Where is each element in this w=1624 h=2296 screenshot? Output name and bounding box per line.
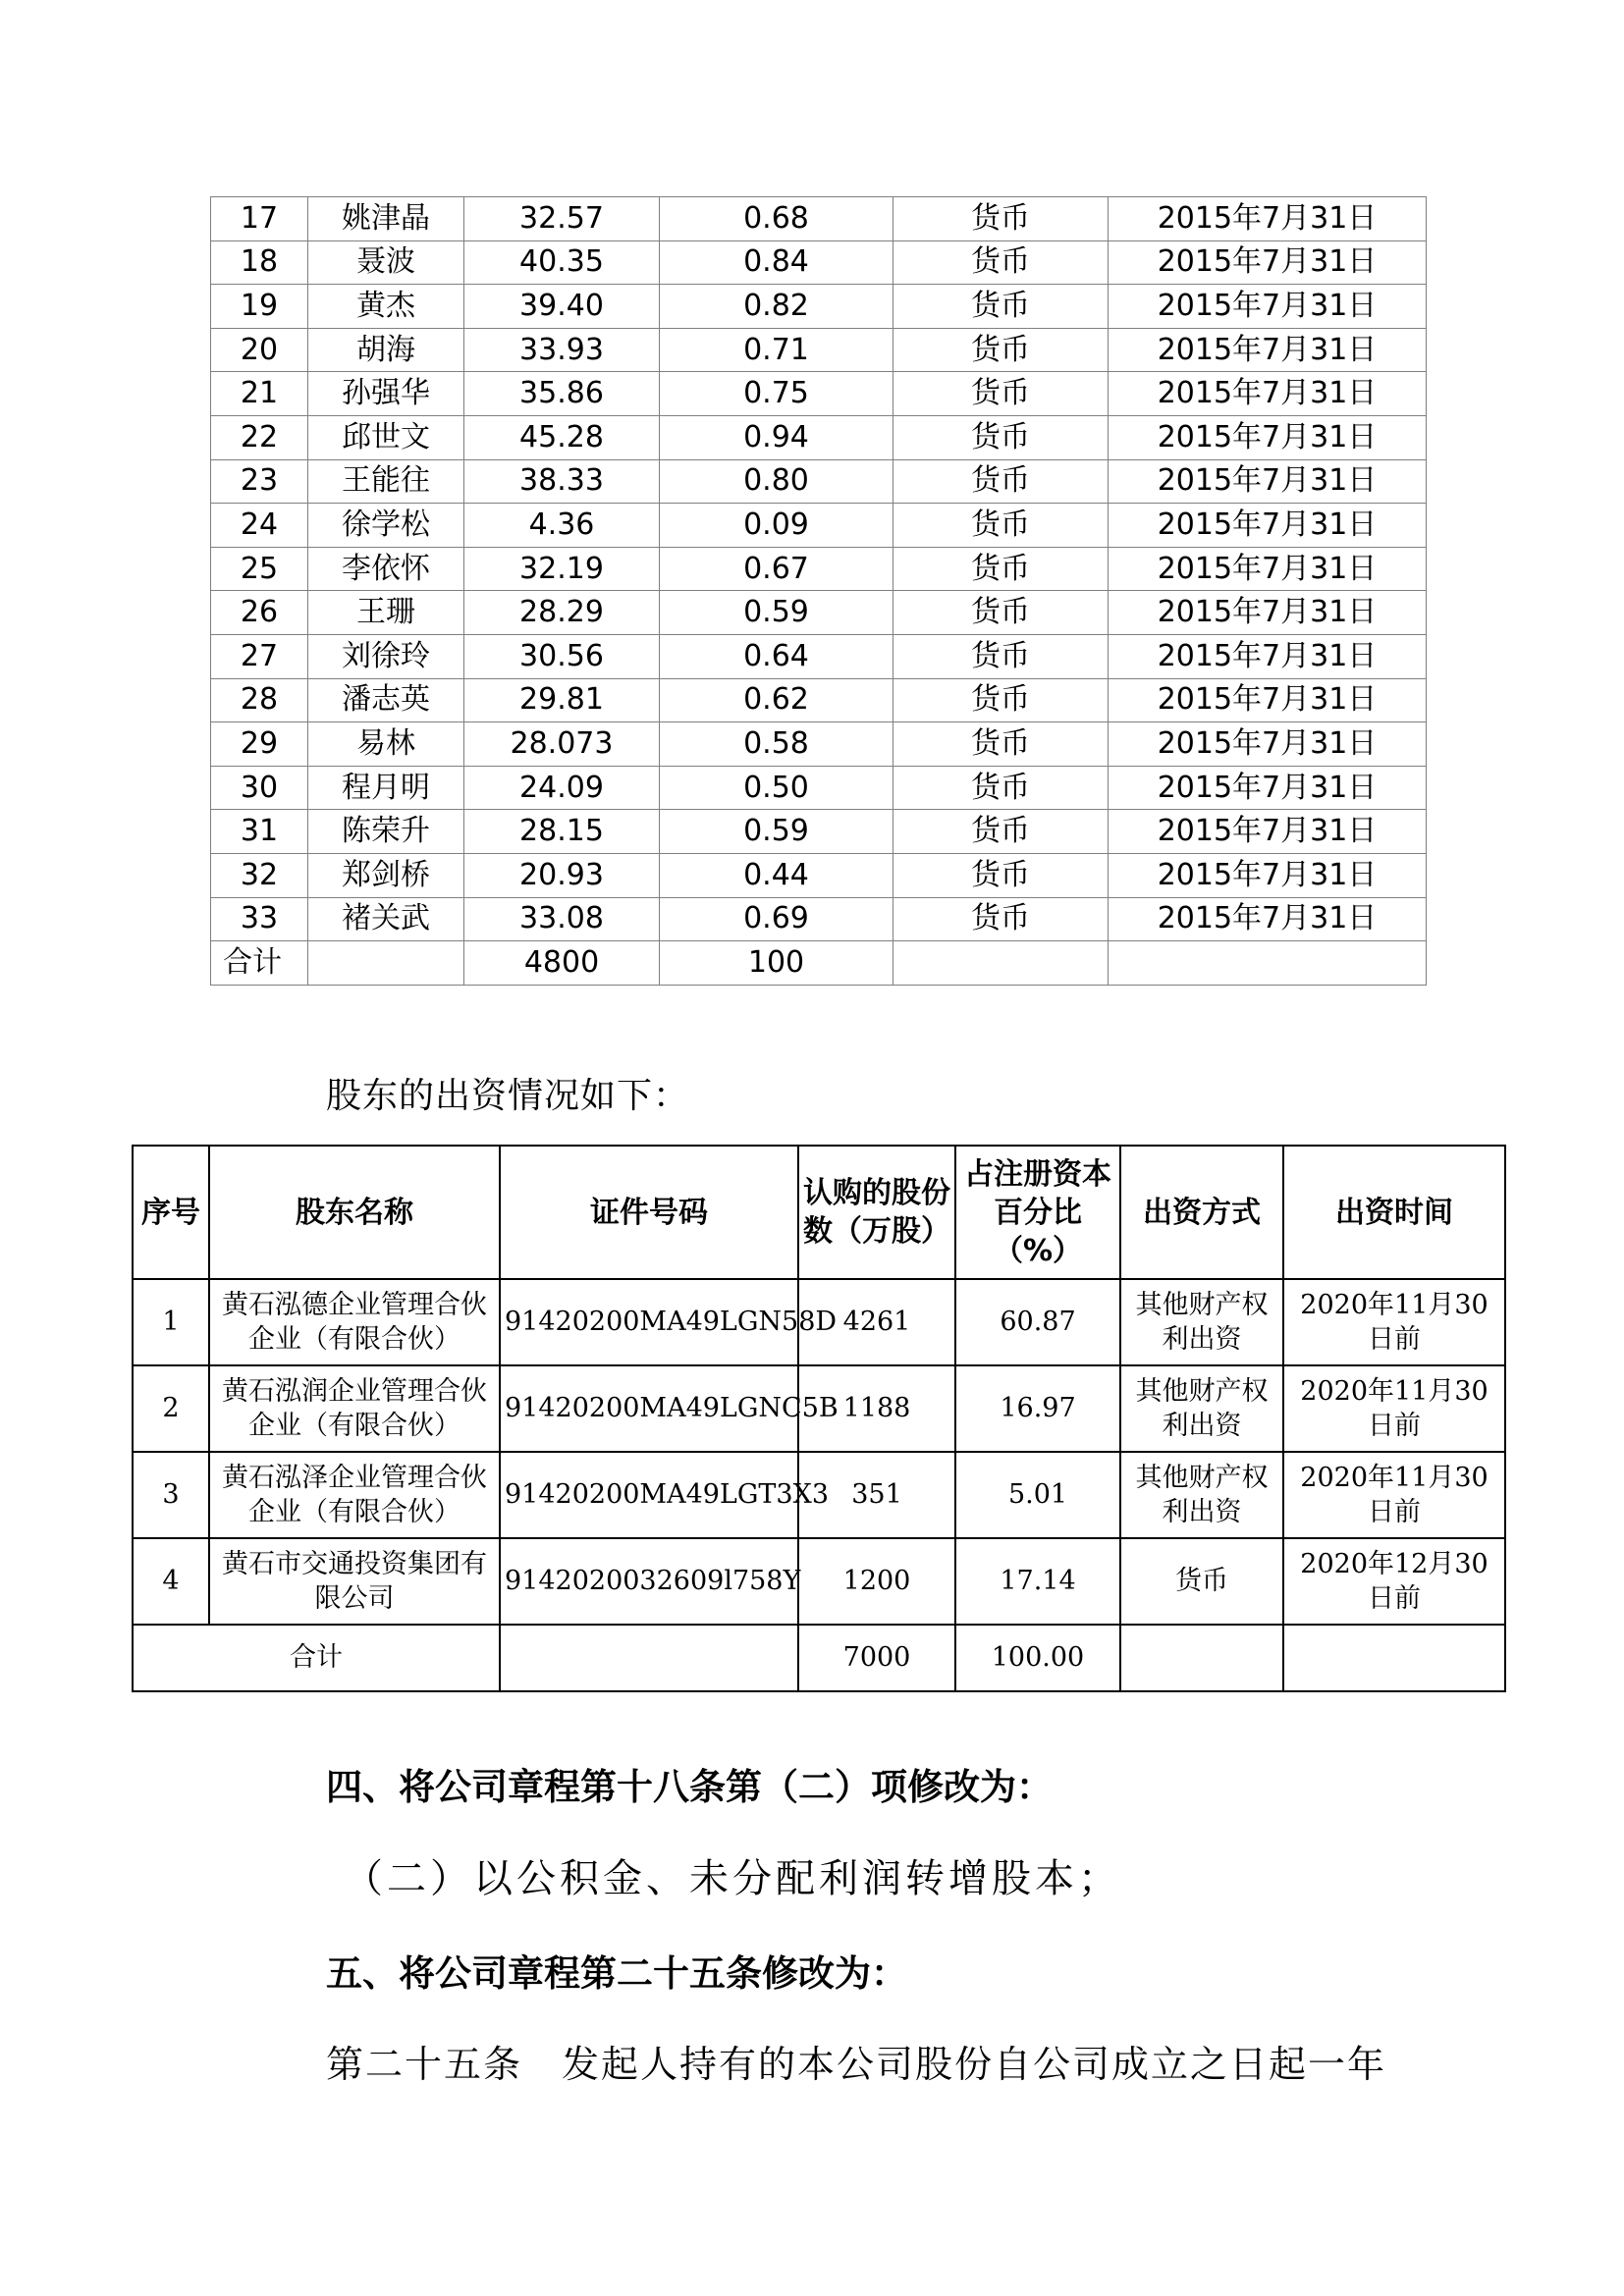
row-shares: 351: [798, 1452, 955, 1538]
table-row: [211, 372, 1427, 416]
row-no: 33: [211, 897, 308, 941]
row-shares: 28.15: [464, 810, 660, 854]
row-name: 黄石泓泽企业管理合伙企业（有限合伙）: [209, 1452, 500, 1538]
row-name: 黄石泓润企业管理合伙企业（有限合伙）: [209, 1365, 500, 1452]
row-method: 货币: [893, 240, 1109, 285]
row-shares: 45.28: [464, 415, 660, 459]
total-pct: 100.00: [955, 1625, 1120, 1691]
row-name: 陈荣升: [308, 810, 464, 854]
row-method: 货币: [893, 459, 1109, 504]
row-date: 2015年7月31日: [1109, 722, 1427, 767]
row-method: 货币: [893, 372, 1109, 416]
table-row: [211, 197, 1427, 241]
total-empty: [1109, 941, 1427, 986]
row-shares: 30.56: [464, 634, 660, 678]
row-no: 30: [211, 766, 308, 810]
article-25-body: 发起人持有的本公司股份自公司成立之日起一年: [562, 2043, 1387, 2086]
row-name: 孙强华: [308, 372, 464, 416]
row-no: 2: [133, 1365, 209, 1452]
row-pct: 0.75: [660, 372, 893, 416]
row-method: 其他财产权利出资: [1120, 1452, 1283, 1538]
row-pct: 16.97: [955, 1365, 1120, 1452]
row-shares: 35.86: [464, 372, 660, 416]
header-time: 出资时间: [1283, 1146, 1505, 1279]
total-label: 合计: [133, 1625, 500, 1691]
row-method: 货币: [893, 285, 1109, 329]
row-date: 2015年7月31日: [1109, 328, 1427, 372]
row-no: 21: [211, 372, 308, 416]
row-shares: 32.19: [464, 547, 660, 591]
row-shares: 4261: [798, 1279, 955, 1365]
row-id: 91420200MA49LGT3X3: [500, 1452, 798, 1538]
row-shares: 33.93: [464, 328, 660, 372]
row-date: 2015年7月31日: [1109, 504, 1427, 548]
table-row: [211, 285, 1427, 329]
contribution-table: [132, 1145, 1506, 1692]
table-row: [211, 810, 1427, 854]
contribution-intro: 股东的出资情况如下：: [326, 1076, 690, 1116]
row-method: 货币: [893, 678, 1109, 722]
table-row: [133, 1279, 1505, 1365]
row-pct: 0.82: [660, 285, 893, 329]
row-no: 25: [211, 547, 308, 591]
row-date: 2015年7月31日: [1109, 591, 1427, 635]
table-row: [211, 240, 1427, 285]
header-id: 证件号码: [500, 1146, 798, 1279]
total-row: [211, 941, 1427, 986]
table-row: [211, 634, 1427, 678]
contribution-table-header: [133, 1146, 1505, 1279]
total-empty: [1120, 1625, 1283, 1691]
row-method: 货币: [893, 197, 1109, 241]
total-empty: [893, 941, 1109, 986]
header-method: 出资方式: [1120, 1146, 1283, 1279]
table-row: [211, 722, 1427, 767]
row-shares: 32.57: [464, 197, 660, 241]
row-date: 2015年7月31日: [1109, 197, 1427, 241]
row-pct: 0.84: [660, 240, 893, 285]
table-row: [211, 328, 1427, 372]
row-pct: 0.80: [660, 459, 893, 504]
row-date: 2015年7月31日: [1109, 897, 1427, 941]
row-shares: 24.09: [464, 766, 660, 810]
row-time: 2020年11月30日前: [1283, 1279, 1505, 1365]
shareholder-table: [210, 196, 1427, 986]
row-shares: 1188: [798, 1365, 955, 1452]
row-pct: 0.44: [660, 853, 893, 897]
header-no: 序号: [133, 1146, 209, 1279]
row-shares: 29.81: [464, 678, 660, 722]
row-shares: 39.40: [464, 285, 660, 329]
row-shares: 20.93: [464, 853, 660, 897]
row-pct: 60.87: [955, 1279, 1120, 1365]
row-pct: 0.68: [660, 197, 893, 241]
row-method: 货币: [1120, 1538, 1283, 1625]
row-shares: 40.35: [464, 240, 660, 285]
row-method: 货币: [893, 504, 1109, 548]
row-method: 货币: [893, 897, 1109, 941]
table-row: [211, 415, 1427, 459]
total-row: [133, 1625, 1505, 1691]
row-name: 褚关武: [308, 897, 464, 941]
table-row: [211, 504, 1427, 548]
row-date: 2015年7月31日: [1109, 415, 1427, 459]
row-time: 2020年11月30日前: [1283, 1365, 1505, 1452]
row-no: 23: [211, 459, 308, 504]
table-row: [133, 1365, 1505, 1452]
row-method: 货币: [893, 415, 1109, 459]
row-name: 胡海: [308, 328, 464, 372]
row-no: 17: [211, 197, 308, 241]
row-name: 王能往: [308, 459, 464, 504]
row-shares: 1200: [798, 1538, 955, 1625]
table-row: [211, 853, 1427, 897]
row-method: 货币: [893, 766, 1109, 810]
row-method: 货币: [893, 810, 1109, 854]
row-date: 2015年7月31日: [1109, 766, 1427, 810]
table-row: [133, 1452, 1505, 1538]
row-date: 2015年7月31日: [1109, 853, 1427, 897]
row-date: 2015年7月31日: [1109, 240, 1427, 285]
row-shares: 28.29: [464, 591, 660, 635]
total-shares: 7000: [798, 1625, 955, 1691]
row-method: 货币: [893, 634, 1109, 678]
row-pct: 0.67: [660, 547, 893, 591]
row-name: 王珊: [308, 591, 464, 635]
row-name: 黄石泓德企业管理合伙企业（有限合伙）: [209, 1279, 500, 1365]
row-name: 程月明: [308, 766, 464, 810]
total-shares: 4800: [464, 941, 660, 986]
row-time: 2020年12月30日前: [1283, 1538, 1505, 1625]
row-date: 2015年7月31日: [1109, 634, 1427, 678]
article-25-label: 第二十五条: [326, 2043, 523, 2086]
table-row: [211, 766, 1427, 810]
row-name: 黄杰: [308, 285, 464, 329]
section-four-heading: 四、将公司章程第十八条第（二）项修改为：: [326, 1765, 1053, 1808]
row-method: 货币: [893, 853, 1109, 897]
row-date: 2015年7月31日: [1109, 285, 1427, 329]
total-empty: [1283, 1625, 1505, 1691]
row-no: 19: [211, 285, 308, 329]
header-name: 股东名称: [209, 1146, 500, 1279]
row-name: 郑剑桥: [308, 853, 464, 897]
row-pct: 0.50: [660, 766, 893, 810]
row-name: 刘徐玲: [308, 634, 464, 678]
article-25-text: [326, 2034, 1386, 2088]
row-pct: 0.71: [660, 328, 893, 372]
row-date: 2015年7月31日: [1109, 372, 1427, 416]
row-pct: 17.14: [955, 1538, 1120, 1625]
row-shares: 33.08: [464, 897, 660, 941]
row-no: 22: [211, 415, 308, 459]
row-name: 徐学松: [308, 504, 464, 548]
header-shares: 认购的股份数（万股）: [798, 1146, 955, 1279]
table-row: [133, 1538, 1505, 1625]
row-pct: 0.69: [660, 897, 893, 941]
row-pct: 0.59: [660, 810, 893, 854]
table-row: [211, 678, 1427, 722]
row-no: 3: [133, 1452, 209, 1538]
table-row: [211, 459, 1427, 504]
table-row: [211, 547, 1427, 591]
row-name: 潘志英: [308, 678, 464, 722]
row-pct: 0.94: [660, 415, 893, 459]
row-pct: 5.01: [955, 1452, 1120, 1538]
header-pct: 占注册资本百分比（%）: [955, 1146, 1120, 1279]
row-pct: 0.64: [660, 634, 893, 678]
table-row: [211, 591, 1427, 635]
row-no: 27: [211, 634, 308, 678]
row-no: 28: [211, 678, 308, 722]
total-empty: [308, 941, 464, 986]
row-date: 2015年7月31日: [1109, 547, 1427, 591]
row-pct: 0.58: [660, 722, 893, 767]
row-no: 26: [211, 591, 308, 635]
row-method: 货币: [893, 591, 1109, 635]
row-no: 20: [211, 328, 308, 372]
row-no: 1: [133, 1279, 209, 1365]
row-date: 2015年7月31日: [1109, 678, 1427, 722]
row-id: 91420200MA49LGN58D: [500, 1279, 798, 1365]
row-method: 货币: [893, 328, 1109, 372]
row-name: 易林: [308, 722, 464, 767]
row-method: 货币: [893, 722, 1109, 767]
row-pct: 0.09: [660, 504, 893, 548]
contribution-table-body: [133, 1279, 1505, 1691]
row-no: 29: [211, 722, 308, 767]
total-empty: [500, 1625, 798, 1691]
row-no: 18: [211, 240, 308, 285]
row-date: 2015年7月31日: [1109, 459, 1427, 504]
row-name: 聂波: [308, 240, 464, 285]
row-shares: 4.36: [464, 504, 660, 548]
section-five-heading: 五、将公司章程第二十五条修改为：: [326, 1951, 907, 1995]
row-shares: 38.33: [464, 459, 660, 504]
item-two-text: （二）以公积金、未分配利润转增股本；: [344, 1856, 1121, 1901]
row-name: 邱世文: [308, 415, 464, 459]
shareholder-table-body: [211, 197, 1427, 986]
row-method: 其他财产权利出资: [1120, 1365, 1283, 1452]
row-no: 32: [211, 853, 308, 897]
row-time: 2020年11月30日前: [1283, 1452, 1505, 1538]
row-pct: 0.62: [660, 678, 893, 722]
row-method: 货币: [893, 547, 1109, 591]
row-date: 2015年7月31日: [1109, 810, 1427, 854]
row-name: 姚津晶: [308, 197, 464, 241]
row-no: 4: [133, 1538, 209, 1625]
total-pct: 100: [660, 941, 893, 986]
total-label: 合计: [211, 941, 308, 986]
header-row: [133, 1146, 1505, 1279]
table-row: [211, 897, 1427, 941]
row-pct: 0.59: [660, 591, 893, 635]
row-name: 李依怀: [308, 547, 464, 591]
row-name: 黄石市交通投资集团有限公司: [209, 1538, 500, 1625]
row-method: 其他财产权利出资: [1120, 1279, 1283, 1365]
row-no: 31: [211, 810, 308, 854]
row-shares: 28.073: [464, 722, 660, 767]
row-id: 9142020032609l758Y: [500, 1538, 798, 1625]
row-id: 91420200MA49LGNC5B: [500, 1365, 798, 1452]
row-no: 24: [211, 504, 308, 548]
